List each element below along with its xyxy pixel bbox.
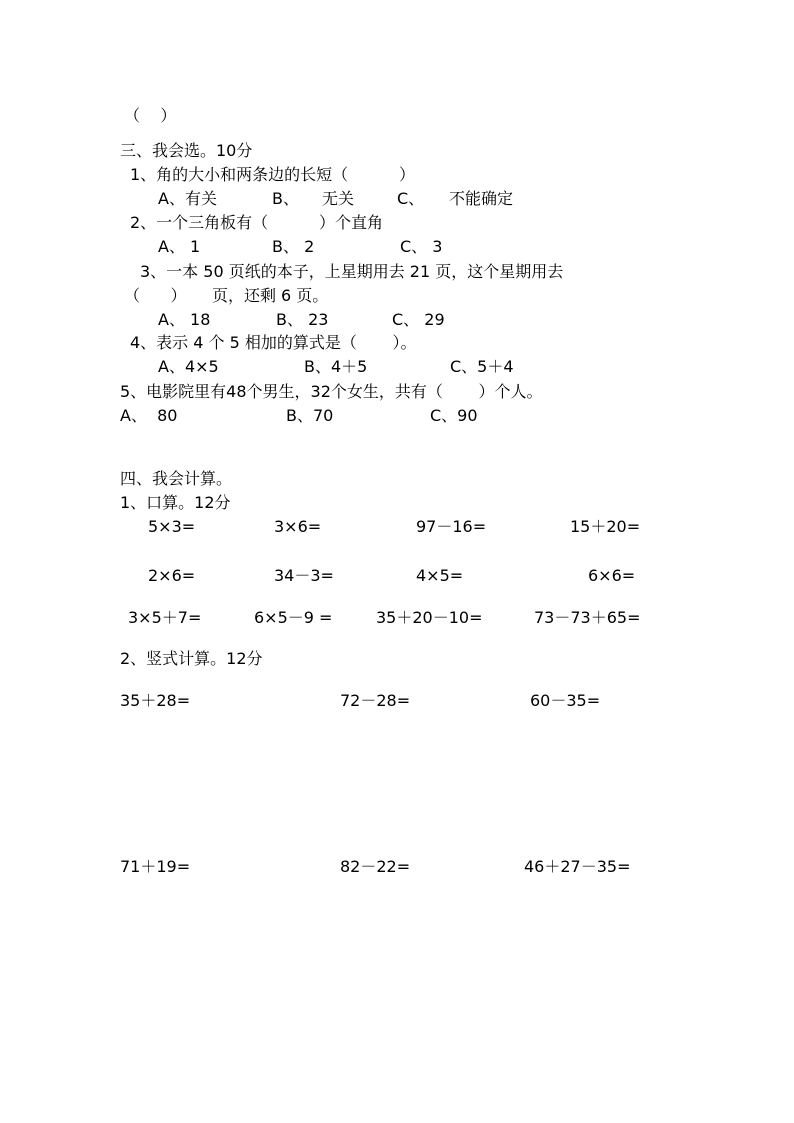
oral-problem: 34－3= bbox=[274, 566, 334, 585]
question-4: 4、表示 4 个 5 相加的算式是（ ）。 bbox=[130, 333, 417, 352]
oral-problem: 35＋20－10= bbox=[376, 608, 483, 627]
vertical-problem: 72－28= bbox=[340, 691, 411, 710]
option-a: A、 1 bbox=[158, 237, 201, 256]
oral-problem: 3×6= bbox=[274, 517, 322, 536]
option-c: C、 29 bbox=[392, 310, 445, 329]
question-3-line2: （ ） 页，还剩 6 页。 bbox=[124, 286, 329, 305]
option-c: C、90 bbox=[430, 406, 478, 425]
option-b: B、 bbox=[272, 189, 299, 208]
subsection-title: 2、竖式计算。12分 bbox=[120, 649, 263, 668]
option-c: C、 bbox=[397, 189, 425, 208]
oral-problem: 6×5－9 = bbox=[254, 608, 333, 627]
question-2: 2、一个三角板有（ ）个直角 bbox=[130, 213, 384, 232]
oral-problem: 5×3= bbox=[148, 517, 196, 536]
option-a: A、 18 bbox=[158, 310, 211, 329]
section-title: 四、我会计算。 bbox=[120, 469, 233, 488]
vertical-problem: 60－35= bbox=[530, 691, 601, 710]
vertical-problem: 35＋28= bbox=[120, 691, 191, 710]
option-a: A、有关 bbox=[158, 189, 217, 208]
option-b: B、 2 bbox=[272, 237, 315, 256]
option-b: B、 23 bbox=[276, 310, 329, 329]
question-1: 1、角的大小和两条边的长短（ ） bbox=[130, 165, 416, 184]
oral-problem: 15＋20= bbox=[570, 517, 641, 536]
answer-blank: （ ） bbox=[124, 106, 177, 125]
oral-problem: 2×6= bbox=[148, 566, 196, 585]
oral-problem: 4×5= bbox=[416, 566, 464, 585]
section-title: 三、我会选。10分 bbox=[120, 141, 253, 160]
option-a: A、 80 bbox=[120, 406, 178, 425]
option-a: A、4×5 bbox=[158, 357, 219, 376]
option-c: C、5＋4 bbox=[450, 357, 514, 376]
vertical-problem: 82－22= bbox=[340, 857, 411, 876]
option-b: B、4＋5 bbox=[304, 357, 368, 376]
question-3: 3、一本 50 页纸的本子，上星期用去 21 页，这个星期用去 bbox=[140, 262, 564, 281]
oral-problem: 3×5＋7= bbox=[128, 608, 202, 627]
option-b: B、70 bbox=[286, 406, 334, 425]
oral-problem: 6×6= bbox=[588, 566, 636, 585]
option-c: C、 3 bbox=[400, 237, 443, 256]
vertical-problem: 46＋27－35= bbox=[524, 857, 631, 876]
subsection-title: 1、口算。12分 bbox=[120, 493, 231, 512]
vertical-problem: 71＋19= bbox=[120, 857, 191, 876]
question-5: 5、电影院里有48个男生，32个女生，共有（ ）个人。 bbox=[120, 382, 543, 401]
oral-problem: 97－16= bbox=[416, 517, 487, 536]
option-b-text: 无关 bbox=[322, 189, 355, 208]
oral-problem: 73－73＋65= bbox=[534, 608, 641, 627]
option-c-text: 不能确定 bbox=[449, 189, 514, 208]
